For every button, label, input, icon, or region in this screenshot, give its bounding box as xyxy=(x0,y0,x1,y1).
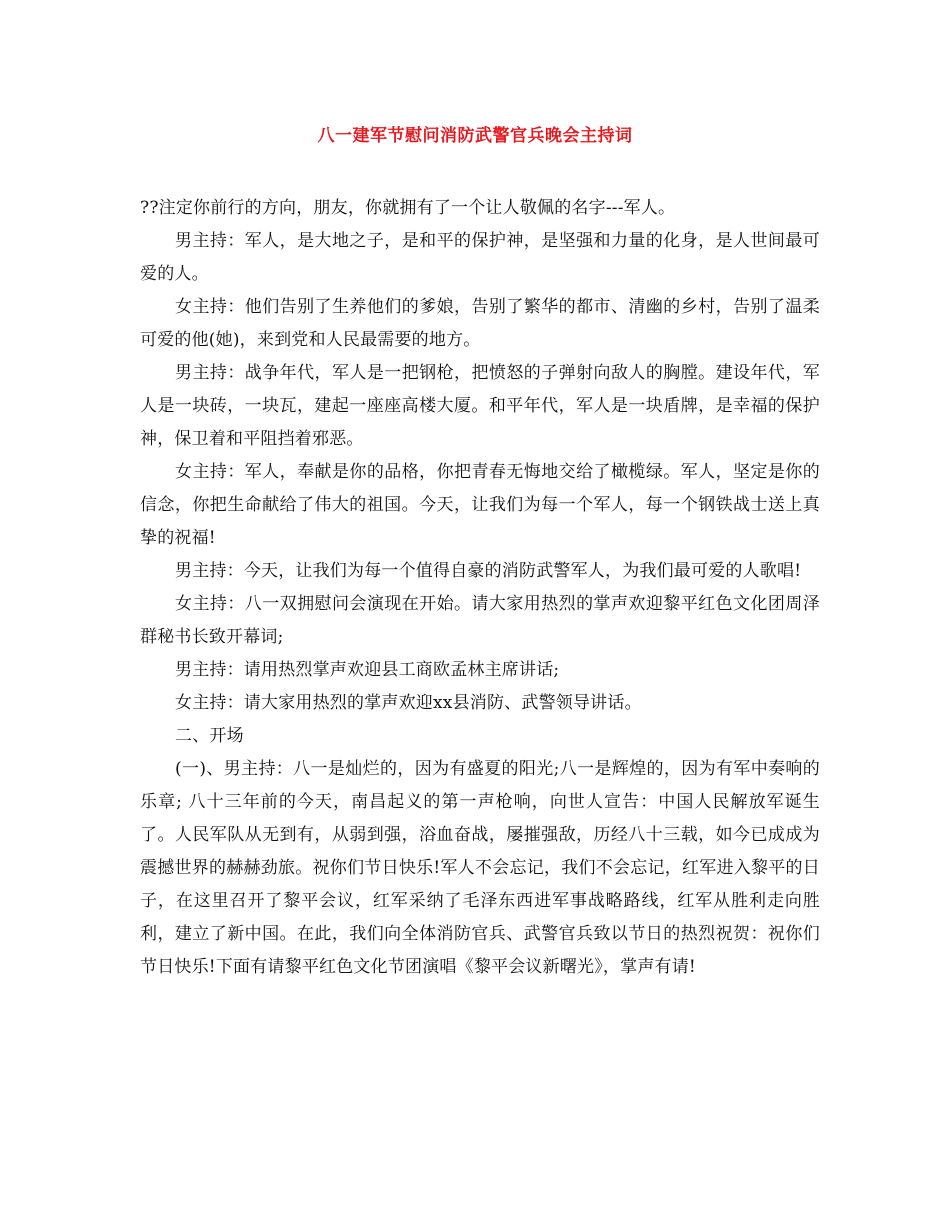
paragraph-female-host-3: 女主持：八一双拥慰问会演现在开始。请大家用热烈的掌声欢迎黎平红色文化团周泽群秘书长致开幕词; xyxy=(140,594,820,647)
paragraph-male-host-1: 男主持：军人，是大地之子，是和平的保护神，是坚强和力量的化身，是人世间最可爱的人。 xyxy=(140,231,820,284)
paragraph-male-host-3: 男主持：今天，让我们为每一个值得自豪的消防武警军人，为我们最可爱的人歌唱! xyxy=(175,561,802,581)
paragraph-opening-speech: (一)、男主持：八一是灿烂的，因为有盛夏的阳光;八一是辉煌的，因为有军中奏响的乐章; 八十三年前的今天，南昌起义的第一声枪响，向世人宣告：中国人民解放军诞生了。人民军队从无到有，从弱到强，浴血奋战，屡摧强敌，历经八十三载，如今已成成为震撼世界的赫赫劲旅。祝你们节日快乐!军人不会忘记，我们不会忘记，红军进入黎平的日子，在这里召开了黎平会议，红军采纳了毛泽东西进军事战略路线，红军从胜利走向胜利，建立了新中国。在此，我们向全体消防官兵、武警官兵致以节日的热烈祝贺：祝你们节日快乐!下面有请黎平红色文化节团演唱《黎平会议新曙光》，掌声有请! xyxy=(140,759,820,977)
paragraph-male-host-2: 男主持：战争年代，军人是一把钢枪，把愤怒的子弹射向敌人的胸膛。建设年代，军人是一块砖，一块瓦，建起一座座高楼大厦。和平年代，军人是一块盾牌，是幸福的保护神，保卫着和平阻挡着邪恶。 xyxy=(140,363,820,449)
paragraph-female-host-4: 女主持：请大家用热烈的掌声欢迎xx县消防、武警领导讲话。 xyxy=(175,693,642,713)
document-body xyxy=(140,192,820,984)
paragraph-male-host-4: 男主持：请用热烈掌声欢迎县工商欧孟林主席讲话; xyxy=(175,660,560,680)
paragraph-female-host-2: 女主持：军人，奉献是你的品格，你把青春无悔地交给了橄榄绿。军人，坚定是你的信念，你把生命献给了伟大的祖国。今天，让我们为每一个军人，每一个钢铁战士送上真挚的祝福! xyxy=(140,462,820,548)
paragraph-female-host-1: 女主持：他们告别了生养他们的爹娘，告别了繁华的都市、清幽的乡村，告别了温柔可爱的他(她)，来到党和人民最需要的地方。 xyxy=(140,297,820,350)
section-heading-opening: 二、开场 xyxy=(175,726,244,746)
document-title: 八一建军节慰问消防武警官兵晚会主持词 xyxy=(317,126,633,146)
paragraph-intro: ??注定你前行的方向，朋友，你就拥有了一个让人敬佩的名字---军人。 xyxy=(140,198,676,218)
